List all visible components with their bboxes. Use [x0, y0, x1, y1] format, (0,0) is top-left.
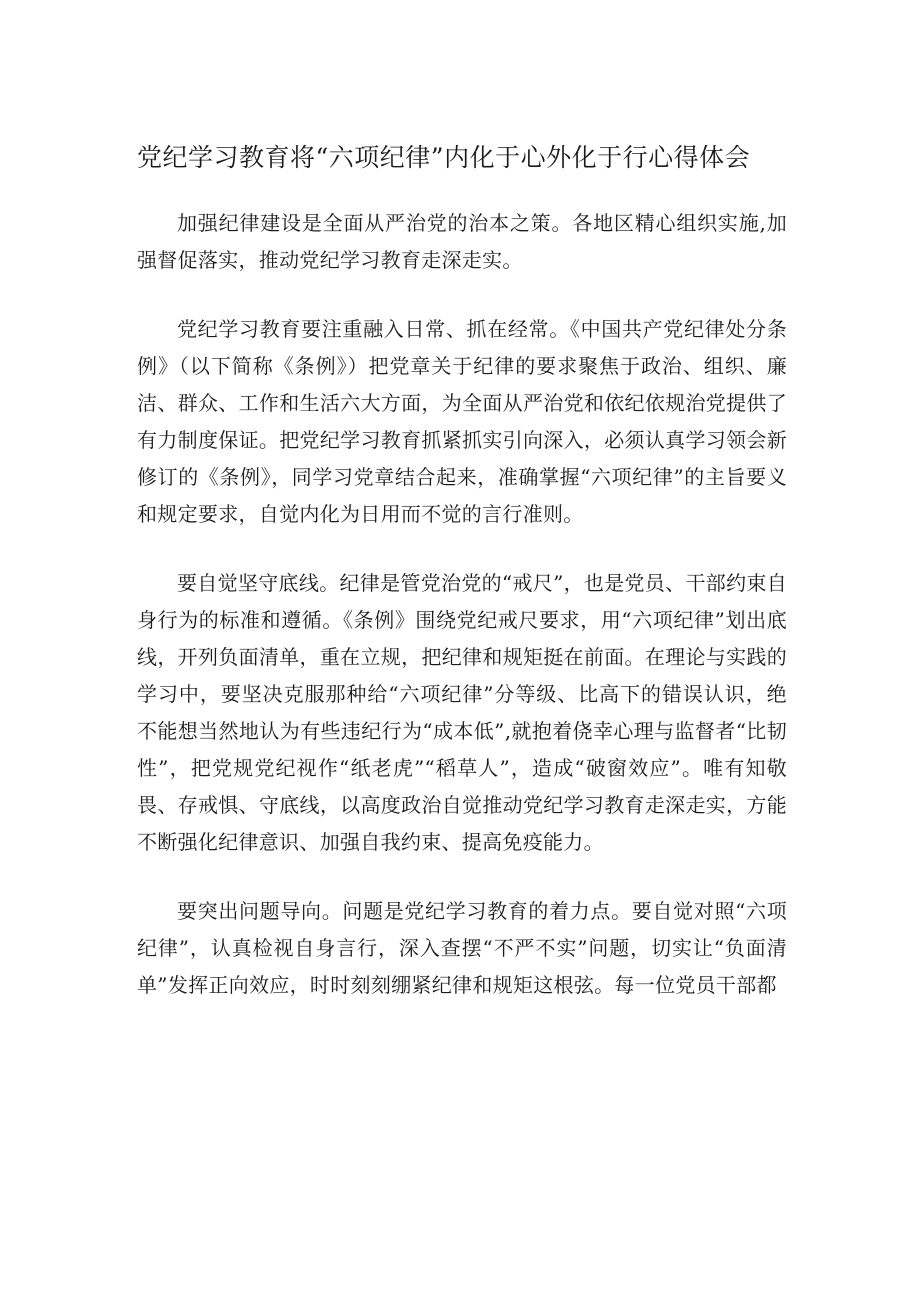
paragraph-4: 要突出问题导向。问题是党纪学习教育的着力点。要自觉对照“六项纪律”，认真检视自身言行，深入查摆“不严不实”问题，切实让“负面清单”发挥正向效应，时时刻刻绷紧纪律和规矩这根弦。每一位党员干部都	[137, 899, 787, 997]
paragraph-1: 加强纪律建设是全面从严治党的治本之策。各地区精心组织实施,加强督促落实，推动党纪学习教育走深走实。	[137, 211, 787, 272]
document-title: 党纪学习教育将“六项纪律”内化于心外化于行心得体会	[137, 143, 751, 172]
document-body	[137, 205, 787, 1036]
paragraph-3: 要自觉坚守底线。纪律是管党治党的“戒尺”，也是党员、干部约束自身行为的标准和遵循。《条例》围绕党纪戒尺要求，用“六项纪律”划出底线，开列负面清单，重在立规，把纪律和规矩挺在前面。在理论与实践的学习中，要坚决克服那种给“六项纪律”分等级、比高下的错误认识，绝不能想当然地认为有些违纪行为“成本低”,就抱着侥幸心理与监督者“比韧性”，把党规党纪视作“纸老虎”“稻草人”，造成“破窗效应”。唯有知敬畏、存戒惧、守底线，以高度政治自觉推动党纪学习教育走深走实，方能不断强化纪律意识、加强自我约束、提高免疫能力。	[137, 571, 787, 854]
paragraph-2: 党纪学习教育要注重融入日常、抓在经常。《中国共产党纪律处分条例》（以下简称《条例》）把党章关于纪律的要求聚焦于政治、组织、廉洁、群众、工作和生活六大方面，为全面从严治党和依纪依规治党提供了有力制度保证。把党纪学习教育抓紧抓实引向深入，必须认真学习领会新修订的《条例》，同学习党章结合起来，准确掌握“六项纪律”的主旨要义和规定要求，自觉内化为日用而不觉的言行准则。	[137, 317, 787, 526]
